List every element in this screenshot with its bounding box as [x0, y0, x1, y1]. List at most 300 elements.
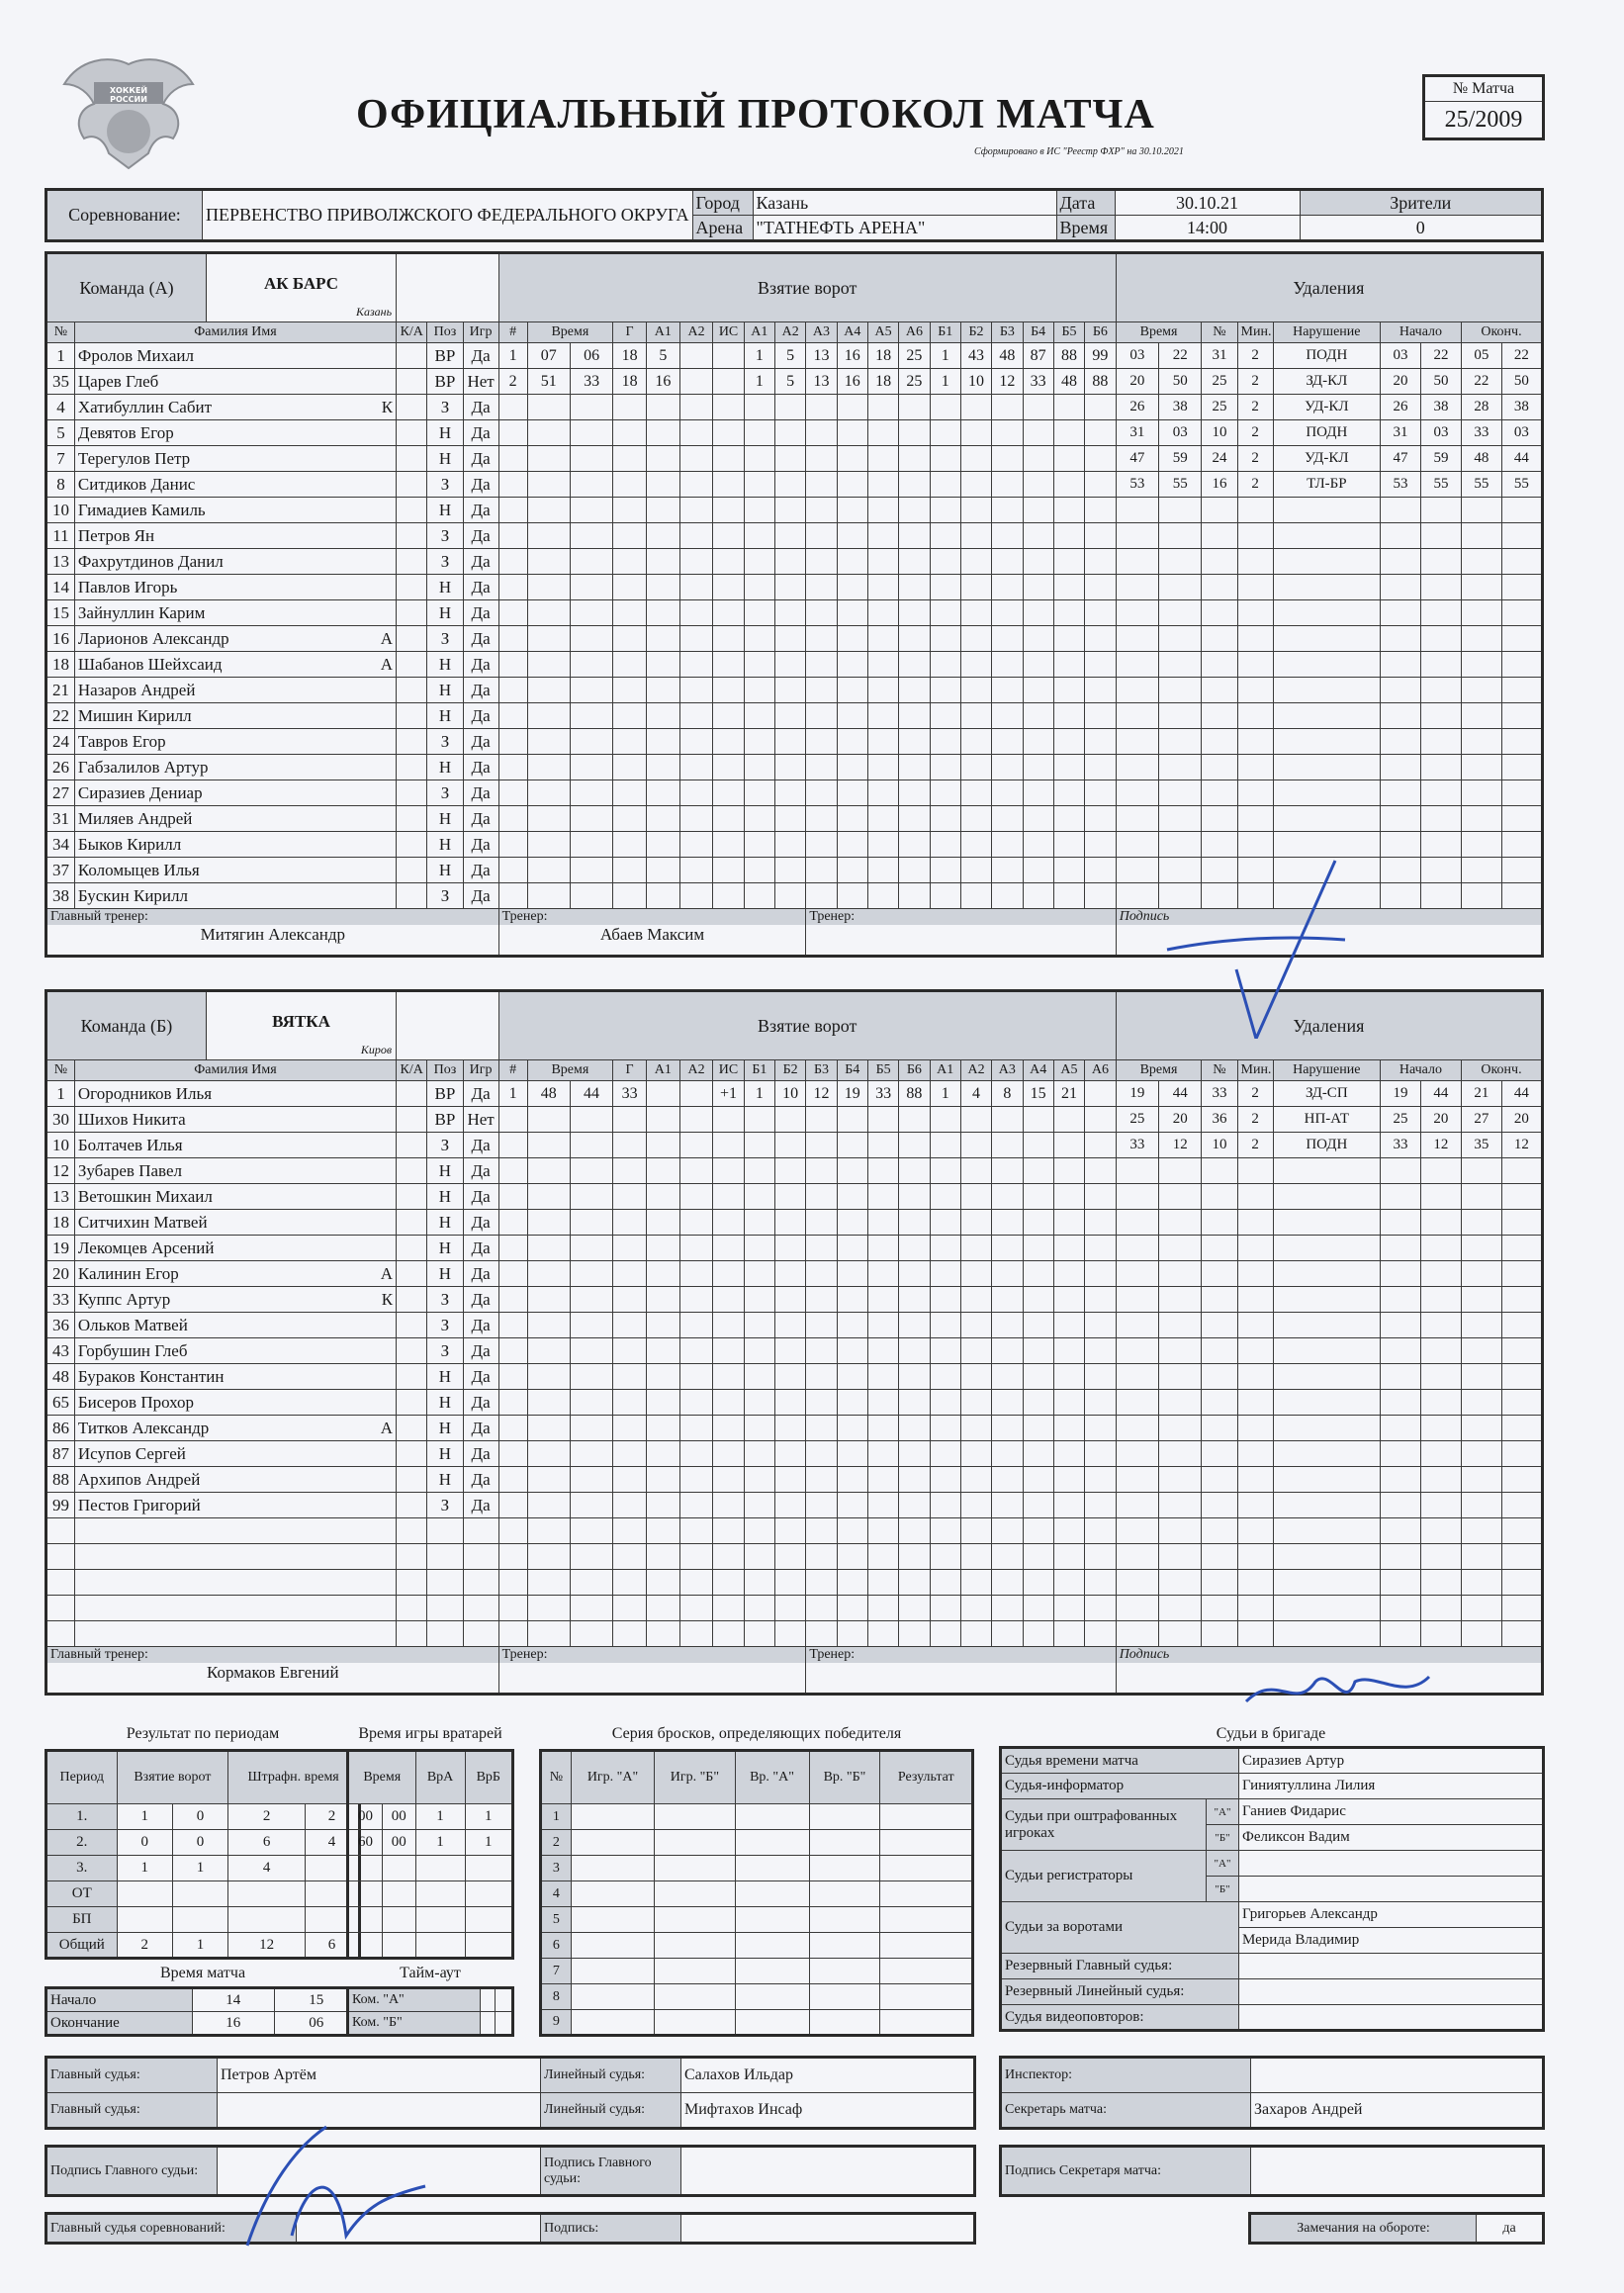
shootout-table	[539, 1749, 974, 2037]
shootout-col-pb: Игр. "Б"	[655, 1751, 735, 1804]
player-row	[46, 1493, 1543, 1518]
col-play: Игр	[463, 322, 498, 343]
col-goal-time: Время	[527, 322, 613, 343]
goal-cell: 18	[867, 369, 898, 395]
goal-cell: 07	[527, 343, 570, 369]
player-pos: З	[427, 780, 463, 806]
shootout-row	[541, 1881, 973, 1907]
player-name: Шабанов Шейхсаид	[77, 654, 223, 674]
goal-cell: 06	[570, 343, 612, 369]
penalty-cell: 35	[1461, 1133, 1501, 1158]
shootout-row	[541, 2010, 973, 2036]
period-value: 0	[172, 1804, 227, 1830]
player-pos: Н	[427, 703, 463, 729]
player-row	[46, 420, 1543, 446]
penalty-judges-label: Судьи при оштрафованных игроках	[1001, 1799, 1207, 1851]
player-number: 20	[46, 1261, 75, 1287]
penalty-cell: 19	[1116, 1081, 1158, 1107]
col-goal-6: ИС	[713, 322, 744, 343]
player-row	[46, 626, 1543, 652]
main-judge-label-1: Главный судья:	[46, 2058, 218, 2093]
period-value: 12	[228, 1933, 306, 1959]
remarks-table	[1248, 2212, 1545, 2245]
penalty-cell: 2	[1237, 420, 1273, 446]
player-pos: Н	[427, 1416, 463, 1441]
player-number: 12	[46, 1158, 75, 1184]
penalty-cell: 53	[1116, 472, 1158, 498]
period-value: 2	[228, 1804, 306, 1830]
goal-cell: 1	[498, 343, 527, 369]
city-label: Город	[692, 190, 753, 216]
player-name: Лекомцев Арсений	[77, 1238, 215, 1257]
col-onice-a-3: А4	[837, 322, 867, 343]
player-number: 18	[46, 1210, 75, 1236]
shootout-row	[541, 1830, 973, 1856]
shootout-col-result: Результат	[880, 1751, 973, 1804]
period-row	[46, 1907, 360, 1933]
goal-cell: 13	[806, 343, 837, 369]
player-row	[46, 1287, 1543, 1313]
col-pen-num: №	[1202, 1060, 1237, 1081]
penalty-cell: 2	[1237, 343, 1273, 369]
player-played: Да	[463, 343, 498, 369]
goal-judges-label: Судьи за воротами	[1001, 1902, 1239, 1954]
spectators-label: Зрители	[1300, 190, 1543, 216]
period-label: 3.	[46, 1856, 118, 1881]
reserve-main-label: Резервный Главный судья:	[1001, 1954, 1239, 1979]
period-value	[172, 1881, 227, 1907]
col-pen-infraction: Нарушение	[1273, 322, 1380, 343]
goal-cell: 1	[930, 1081, 960, 1107]
player-pos: З	[427, 1313, 463, 1338]
player-pos: Н	[427, 1261, 463, 1287]
col-goal-5: А2	[679, 322, 713, 343]
player-row	[46, 1364, 1543, 1390]
penalty-cell: ПОДН	[1273, 1133, 1380, 1158]
penalty-cell: 25	[1116, 1107, 1158, 1133]
player-name: Терегулов Петр	[77, 448, 191, 468]
player-name: Ситчихин Матвей	[77, 1212, 208, 1232]
col-onice-a-3: Б4	[837, 1060, 867, 1081]
goal-cell: 48	[527, 1081, 570, 1107]
secretary-label: Секретарь матча:	[1001, 2093, 1251, 2129]
player-number: 27	[46, 780, 75, 806]
coach-label-2: Тренер:	[806, 1647, 1115, 1663]
reg-judge-a-tag: "А"	[1207, 1851, 1239, 1877]
col-onice-b-5: А6	[1085, 1060, 1117, 1081]
player-pos: З	[427, 1287, 463, 1313]
player-row	[46, 1596, 1543, 1621]
goal-cell: 1	[744, 1081, 774, 1107]
goal-cell: 33	[570, 369, 612, 395]
player-played: Нет	[463, 369, 498, 395]
player-pos: З	[427, 1133, 463, 1158]
player-number: 36	[46, 1313, 75, 1338]
penalty-cell: 48	[1461, 446, 1501, 472]
goal-cell: 1	[498, 1081, 527, 1107]
penalty-cell: 28	[1461, 395, 1501, 420]
player-played: Да	[463, 1236, 498, 1261]
goal-cell: 5	[775, 343, 806, 369]
player-row	[46, 1467, 1543, 1493]
player-number: 11	[46, 523, 75, 549]
player-number: 24	[46, 729, 75, 755]
goal-cell	[713, 343, 744, 369]
penalty-cell: 33	[1116, 1133, 1158, 1158]
player-played: Да	[463, 498, 498, 523]
player-played: Да	[463, 446, 498, 472]
col-pen-start: Начало	[1381, 322, 1462, 343]
player-row	[46, 1210, 1543, 1236]
col-onice-b-2: А3	[992, 1060, 1023, 1081]
period-label: 1.	[46, 1804, 118, 1830]
penalty-judge-b-tag: "Б"	[1207, 1825, 1239, 1851]
player-pos: ВР	[427, 343, 463, 369]
col-num: №	[46, 1060, 75, 1081]
col-onice-b-0: Б1	[930, 322, 960, 343]
player-row	[46, 1107, 1543, 1133]
secretary: Захаров Андрей	[1251, 2093, 1544, 2129]
player-pos: Н	[427, 1236, 463, 1261]
player-name: Назаров Андрей	[77, 680, 196, 699]
player-pos: З	[427, 1338, 463, 1364]
penalty-cell: 16	[1202, 472, 1237, 498]
penalty-cell: 47	[1381, 446, 1421, 472]
player-row	[46, 549, 1543, 575]
goal-cell: 16	[646, 369, 679, 395]
team_a-goals-title: Взятие ворот	[498, 253, 1116, 322]
penalty-cell: 03	[1420, 420, 1461, 446]
timeout-table	[346, 1986, 514, 2037]
goal-cell: 33	[867, 1081, 898, 1107]
player-played: Да	[463, 395, 498, 420]
player-row	[46, 1338, 1543, 1364]
penalty-cell: 24	[1202, 446, 1237, 472]
penalty-cell: 50	[1420, 369, 1461, 395]
penalty-cell: ЗД-КЛ	[1273, 369, 1380, 395]
player-name: Мишин Кирилл	[77, 705, 192, 725]
player-played: Да	[463, 420, 498, 446]
period-value	[117, 1907, 172, 1933]
player-played: Да	[463, 1261, 498, 1287]
shootout-row	[541, 1907, 973, 1933]
player-played: Да	[463, 1158, 498, 1184]
goal-cell: 1	[930, 343, 960, 369]
period-value: 2	[306, 1804, 360, 1830]
penalty-cell: 59	[1159, 446, 1202, 472]
signature-main-judge	[237, 2087, 435, 2255]
player-name: Куппс Артур	[77, 1289, 171, 1309]
time: 14:00	[1115, 216, 1300, 241]
goal-cell: 18	[613, 343, 647, 369]
goalie-col-b: ВрБ	[465, 1751, 512, 1804]
arena-label: Арена	[692, 216, 753, 241]
col-onice-b-4: А5	[1053, 1060, 1084, 1081]
player-number: 10	[46, 1133, 75, 1158]
team_a-label: Команда (А)	[47, 254, 207, 321]
penalty-judge-b: Феликсон Вадим	[1239, 1825, 1544, 1851]
shootout-num: 5	[541, 1907, 572, 1933]
penalty-cell: 25	[1202, 395, 1237, 420]
player-name: Ольков Матвей	[77, 1315, 188, 1334]
col-pen-time: Время	[1116, 1060, 1202, 1081]
player-name: Бисеров Прохор	[77, 1392, 195, 1412]
col-pen-start: Начало	[1381, 1060, 1462, 1081]
col-goal-3: Г	[613, 1060, 647, 1081]
penalty-cell: 22	[1461, 369, 1501, 395]
shootout-num: 1	[541, 1804, 572, 1830]
shootout-row	[541, 1804, 973, 1830]
penalty-cell: 22	[1501, 343, 1542, 369]
player-name: Огородников Илья	[77, 1083, 213, 1103]
player-number: 30	[46, 1107, 75, 1133]
player-played: Да	[463, 1313, 498, 1338]
player-pos: З	[427, 395, 463, 420]
period-value: 1	[117, 1856, 172, 1881]
start-h: 14	[193, 1988, 275, 2012]
video-judge-label: Судья видеоповторов:	[1001, 2005, 1239, 2031]
player-name: Петров Ян	[77, 525, 155, 545]
col-onice-a-0: Б1	[744, 1060, 774, 1081]
col-onice-b-1: А2	[960, 1060, 991, 1081]
penalty-cell: 2	[1237, 472, 1273, 498]
penalty-cell: 38	[1420, 395, 1461, 420]
time-judge: Сиразиев Артур	[1239, 1748, 1544, 1774]
player-name: Зубарев Павел	[77, 1160, 182, 1180]
player-number: 86	[46, 1416, 75, 1441]
player-row	[46, 446, 1543, 472]
penalty-cell: 03	[1116, 343, 1158, 369]
player-name: Титков Александр	[77, 1418, 210, 1437]
penalty-cell: 31	[1202, 343, 1237, 369]
player-name: Шихов Никита	[77, 1109, 186, 1129]
goal-cell: 99	[1085, 343, 1117, 369]
player-name: Хатибуллин Сабит	[77, 397, 213, 416]
player-row	[46, 395, 1543, 420]
goal-cell	[646, 1081, 679, 1107]
player-row	[46, 1184, 1543, 1210]
penalty-cell: 05	[1461, 343, 1501, 369]
player-row	[46, 1416, 1543, 1441]
player-number: 10	[46, 498, 75, 523]
player-name: Болтачев Илья	[77, 1135, 183, 1154]
goal-cell: 15	[1023, 1081, 1053, 1107]
shootout-row	[541, 1933, 973, 1959]
match-time-title: Время матча	[159, 1965, 246, 1981]
penalty-cell: 27	[1461, 1107, 1501, 1133]
penalty-cell: 44	[1501, 1081, 1542, 1107]
penalty-judge-a: Ганиев Фидарис	[1239, 1799, 1544, 1825]
col-pos: Поз	[427, 1060, 463, 1081]
penalty-cell: ТЛ-БР	[1273, 472, 1380, 498]
match-time-table	[45, 1986, 361, 2037]
period-value: 4	[306, 1830, 360, 1856]
penalty-cell: 20	[1381, 369, 1421, 395]
spectators: 0	[1300, 216, 1543, 241]
player-played: Да	[463, 1184, 498, 1210]
goalie-row	[348, 1804, 513, 1830]
goal-judge-1: Григорьев Александр	[1239, 1902, 1544, 1928]
coach-sign-label: Подпись	[1117, 1647, 1541, 1663]
col-onice-a-2: А3	[806, 322, 837, 343]
player-pos: Н	[427, 420, 463, 446]
col-goal-num: #	[498, 322, 527, 343]
player-row	[46, 1390, 1543, 1416]
goal-cell: +1	[713, 1081, 744, 1107]
penalty-cell: 26	[1381, 395, 1421, 420]
timeout-b-label: Ком. "Б"	[348, 2012, 481, 2036]
sign-secretary-label: Подпись Секретаря матча:	[1001, 2147, 1251, 2196]
player-name: Ветошкин Михаил	[77, 1186, 213, 1206]
signature-coach-b	[1236, 1662, 1434, 1721]
player-played: Да	[463, 1493, 498, 1518]
player-row	[46, 780, 1543, 806]
shootout-title: Серия бросков, определяющих победителя	[611, 1725, 902, 1742]
player-row	[46, 652, 1543, 678]
goal-cell: 4	[960, 1081, 991, 1107]
goalie-value: 00	[383, 1830, 416, 1856]
period-row	[46, 1881, 360, 1907]
player-name: Пестов Григорий	[77, 1495, 201, 1514]
end-m: 06	[274, 2012, 359, 2036]
goalie-value: 1	[465, 1830, 512, 1856]
main-judge-sign-table	[45, 2145, 976, 2197]
goal-cell: 1	[744, 369, 774, 395]
player-number: 22	[46, 703, 75, 729]
goalie-col-a: ВрА	[415, 1751, 465, 1804]
timeout-title: Тайм-аут	[400, 1965, 461, 1981]
goalie-value: 1	[415, 1804, 465, 1830]
col-goal-4: А1	[646, 322, 679, 343]
goal-cell: 88	[1085, 369, 1117, 395]
col-name: Фамилия Имя	[74, 322, 396, 343]
player-row	[46, 806, 1543, 832]
shootout-num: 7	[541, 1959, 572, 1984]
goalie-row	[348, 1830, 513, 1856]
goal-cell	[679, 343, 713, 369]
shootout-row	[541, 1959, 973, 1984]
shootout-num: 2	[541, 1830, 572, 1856]
period-value	[117, 1881, 172, 1907]
penalty-cell: УД-КЛ	[1273, 446, 1380, 472]
main-judge-1: Петров Артём	[218, 2058, 541, 2093]
penalty-cell: 33	[1202, 1081, 1237, 1107]
player-played: Да	[463, 549, 498, 575]
player-pos: Н	[427, 446, 463, 472]
player-played: Да	[463, 626, 498, 652]
penalty-cell: 25	[1202, 369, 1237, 395]
shootout-num: 6	[541, 1933, 572, 1959]
player-row	[46, 575, 1543, 600]
line-judge-label-2: Линейный судья:	[541, 2093, 681, 2129]
player-number: 1	[46, 1081, 75, 1107]
comp-judge-table	[45, 2212, 976, 2245]
player-played: Да	[463, 1210, 498, 1236]
player-row	[46, 472, 1543, 498]
match-no-label: № Матча	[1424, 76, 1544, 102]
time-judge-label: Судья времени матча	[1001, 1748, 1239, 1774]
goal-cell: 88	[1053, 343, 1084, 369]
player-number: 19	[46, 1236, 75, 1261]
player-number: 26	[46, 755, 75, 780]
end-label: Окончание	[46, 2012, 193, 2036]
period-row	[46, 1830, 360, 1856]
coach-label: Тренер:	[499, 909, 806, 925]
penalty-cell: НП-АТ	[1273, 1107, 1380, 1133]
sign-label: Подпись:	[541, 2214, 681, 2244]
penalty-cell: 36	[1202, 1107, 1237, 1133]
info-judge-label: Судья-информатор	[1001, 1774, 1239, 1799]
coach: Абаев Максим	[599, 925, 705, 944]
player-name: Габзалилов Артур	[77, 757, 209, 777]
col-goal-3: Г	[613, 322, 647, 343]
player-row	[46, 1570, 1543, 1596]
player-played: Да	[463, 1081, 498, 1107]
info-judge: Гиниятуллина Лилия	[1239, 1774, 1544, 1799]
coach-label-2: Тренер:	[806, 909, 1115, 925]
player-number: 35	[46, 369, 75, 395]
player-played: Да	[463, 652, 498, 678]
player-row	[46, 678, 1543, 703]
goal-cell	[1085, 1081, 1117, 1107]
line-judge-2: Мифтахов Инсаф	[681, 2093, 975, 2129]
penalty-cell: 03	[1159, 420, 1202, 446]
player-row	[46, 1081, 1543, 1107]
signature-coach-a	[1157, 841, 1355, 1039]
shootout-row	[541, 1984, 973, 2010]
player-row	[46, 1158, 1543, 1184]
player-played: Да	[463, 780, 498, 806]
date-label: Дата	[1056, 190, 1115, 216]
reserve-line-label: Резервный Линейный судья:	[1001, 1979, 1239, 2005]
player-row	[46, 1518, 1543, 1544]
penalty-cell: 03	[1501, 420, 1542, 446]
player-row	[46, 1313, 1543, 1338]
player-played: Да	[463, 678, 498, 703]
periods-table	[45, 1749, 361, 1960]
team_a-pen-title: Удаления	[1116, 253, 1542, 322]
player-name: Царев Глеб	[77, 371, 159, 391]
player-pos: Н	[427, 652, 463, 678]
penalty-cell: 55	[1461, 472, 1501, 498]
player-pos: Н	[427, 1184, 463, 1210]
period-label: 2.	[46, 1830, 118, 1856]
col-goal-5: А2	[679, 1060, 713, 1081]
player-row	[46, 755, 1543, 780]
penalty-cell: 26	[1116, 395, 1158, 420]
penalty-cell: 12	[1420, 1133, 1461, 1158]
period-value: 1	[172, 1933, 227, 1959]
period-value: 1	[172, 1856, 227, 1881]
player-pos: Н	[427, 832, 463, 858]
player-played: Да	[463, 806, 498, 832]
goal-cell: 10	[960, 369, 991, 395]
col-onice-b-3: А4	[1023, 1060, 1053, 1081]
penalty-cell: 25	[1381, 1107, 1421, 1133]
player-pos: Н	[427, 1467, 463, 1493]
penalty-cell: 55	[1420, 472, 1461, 498]
penalty-judge-a-tag: "А"	[1207, 1799, 1239, 1825]
col-onice-a-5: Б6	[899, 1060, 930, 1081]
player-played: Да	[463, 832, 498, 858]
player-number: 99	[46, 1493, 75, 1518]
end-h: 16	[193, 2012, 275, 2036]
player-played: Да	[463, 575, 498, 600]
player-name: Быков Кирилл	[77, 834, 182, 854]
player-pos: З	[427, 549, 463, 575]
penalty-cell: 20	[1501, 1107, 1542, 1133]
goal-cell: 33	[613, 1081, 647, 1107]
